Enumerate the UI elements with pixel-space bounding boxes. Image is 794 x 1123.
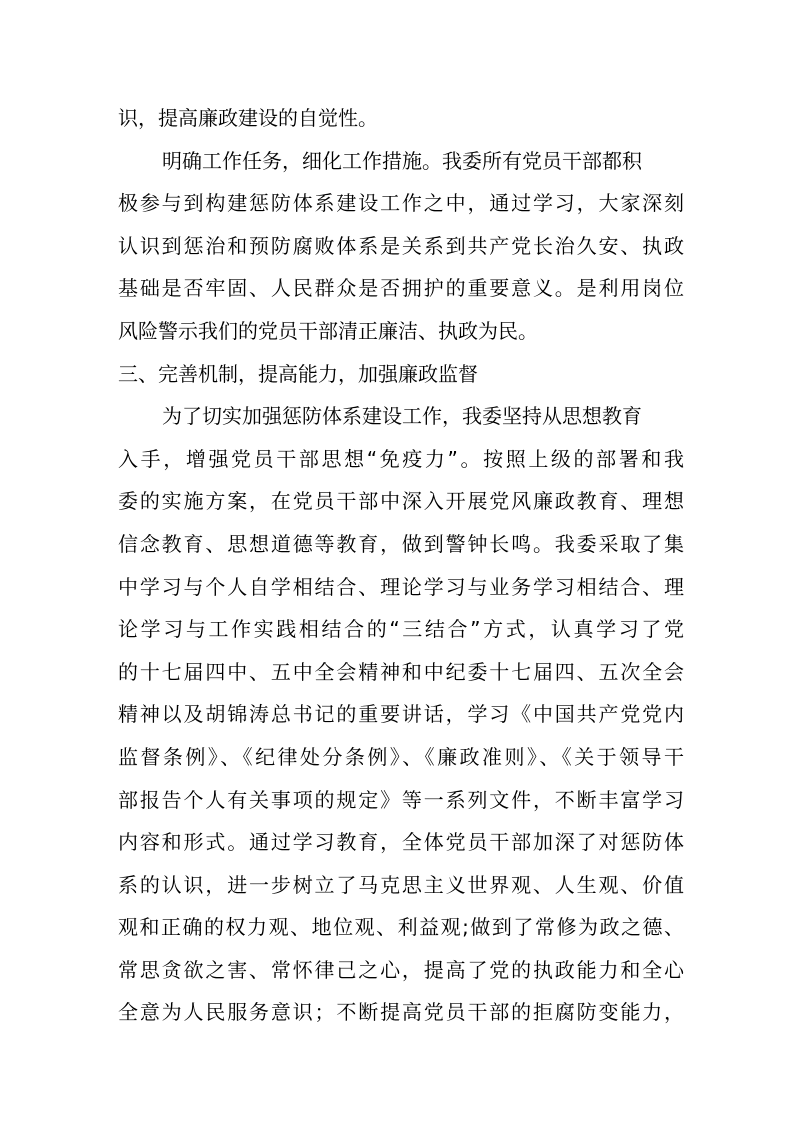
text-line: 风险警示我们的党员干部清正廉洁、执政为民。 [118, 318, 538, 343]
text-line: 全意为人民服务意识；不断提高党员干部的拒腐防变能力， [118, 1000, 684, 1025]
paragraph-first-line: 为了切实加强惩防体系建设工作，我委坚持从思想教育 [162, 404, 642, 429]
text-line: 常思贪欲之害、常怀律己之心，提高了党的执政能力和全心 [118, 957, 684, 982]
text-line: 精神以及胡锦涛总书记的重要讲话，学习《中国共产党党内 [118, 702, 684, 727]
text-line: 中学习与个人自学相结合、理论学习与业务学习相结合、理 [118, 574, 684, 599]
text-line: 委的实施方案，在党员干部中深入开展党风廉政教育、理想 [118, 489, 684, 514]
text-line: 识，提高廉政建设的自觉性。 [118, 106, 378, 130]
text-line: 监督条例》、《纪律处分条例》、《廉政准则》、《关于领导干 [118, 744, 684, 769]
text-line: 认识到惩治和预防腐败体系是关系到共产党长治久安、执政 [118, 233, 684, 258]
text-line: 基础是否牢固、人民群众是否拥护的重要意义。是利用岗位 [118, 276, 684, 301]
document-page [118, 97, 684, 1034]
text-line: 入手，增强党员干部思想“免疫力”。按照上级的部署和我 [118, 446, 684, 471]
text-line: 论学习与工作实践相结合的“三结合”方式，认真学习了党 [118, 617, 684, 642]
text-line: 观和正确的权力观、地位观、利益观;做到了常修为政之德、 [118, 915, 684, 940]
text-line: 部报告个人有关事项的规定》等一系列文件，不断丰富学习 [118, 787, 684, 812]
text-line: 内容和形式。通过学习教育，全体党员干部加深了对惩防体 [118, 830, 684, 855]
text-line: 系的认识，进一步树立了马克思主义世界观、人生观、价值 [118, 872, 684, 897]
paragraph-first-line: 明确工作任务，细化工作措施。我委所有党员干部都积 [162, 148, 642, 173]
text-line: 极参与到构建惩防体系建设工作之中，通过学习，大家深刻 [118, 191, 684, 216]
section-heading: 三、完善机制，提高能力，加强廉政监督 [118, 361, 478, 386]
text-line: 信念教育、思想道德等教育，做到警钟长鸣。我委采取了集 [118, 531, 684, 556]
text-line: 的十七届四中、五中全会精神和中纪委十七届四、五次全会 [118, 659, 684, 684]
